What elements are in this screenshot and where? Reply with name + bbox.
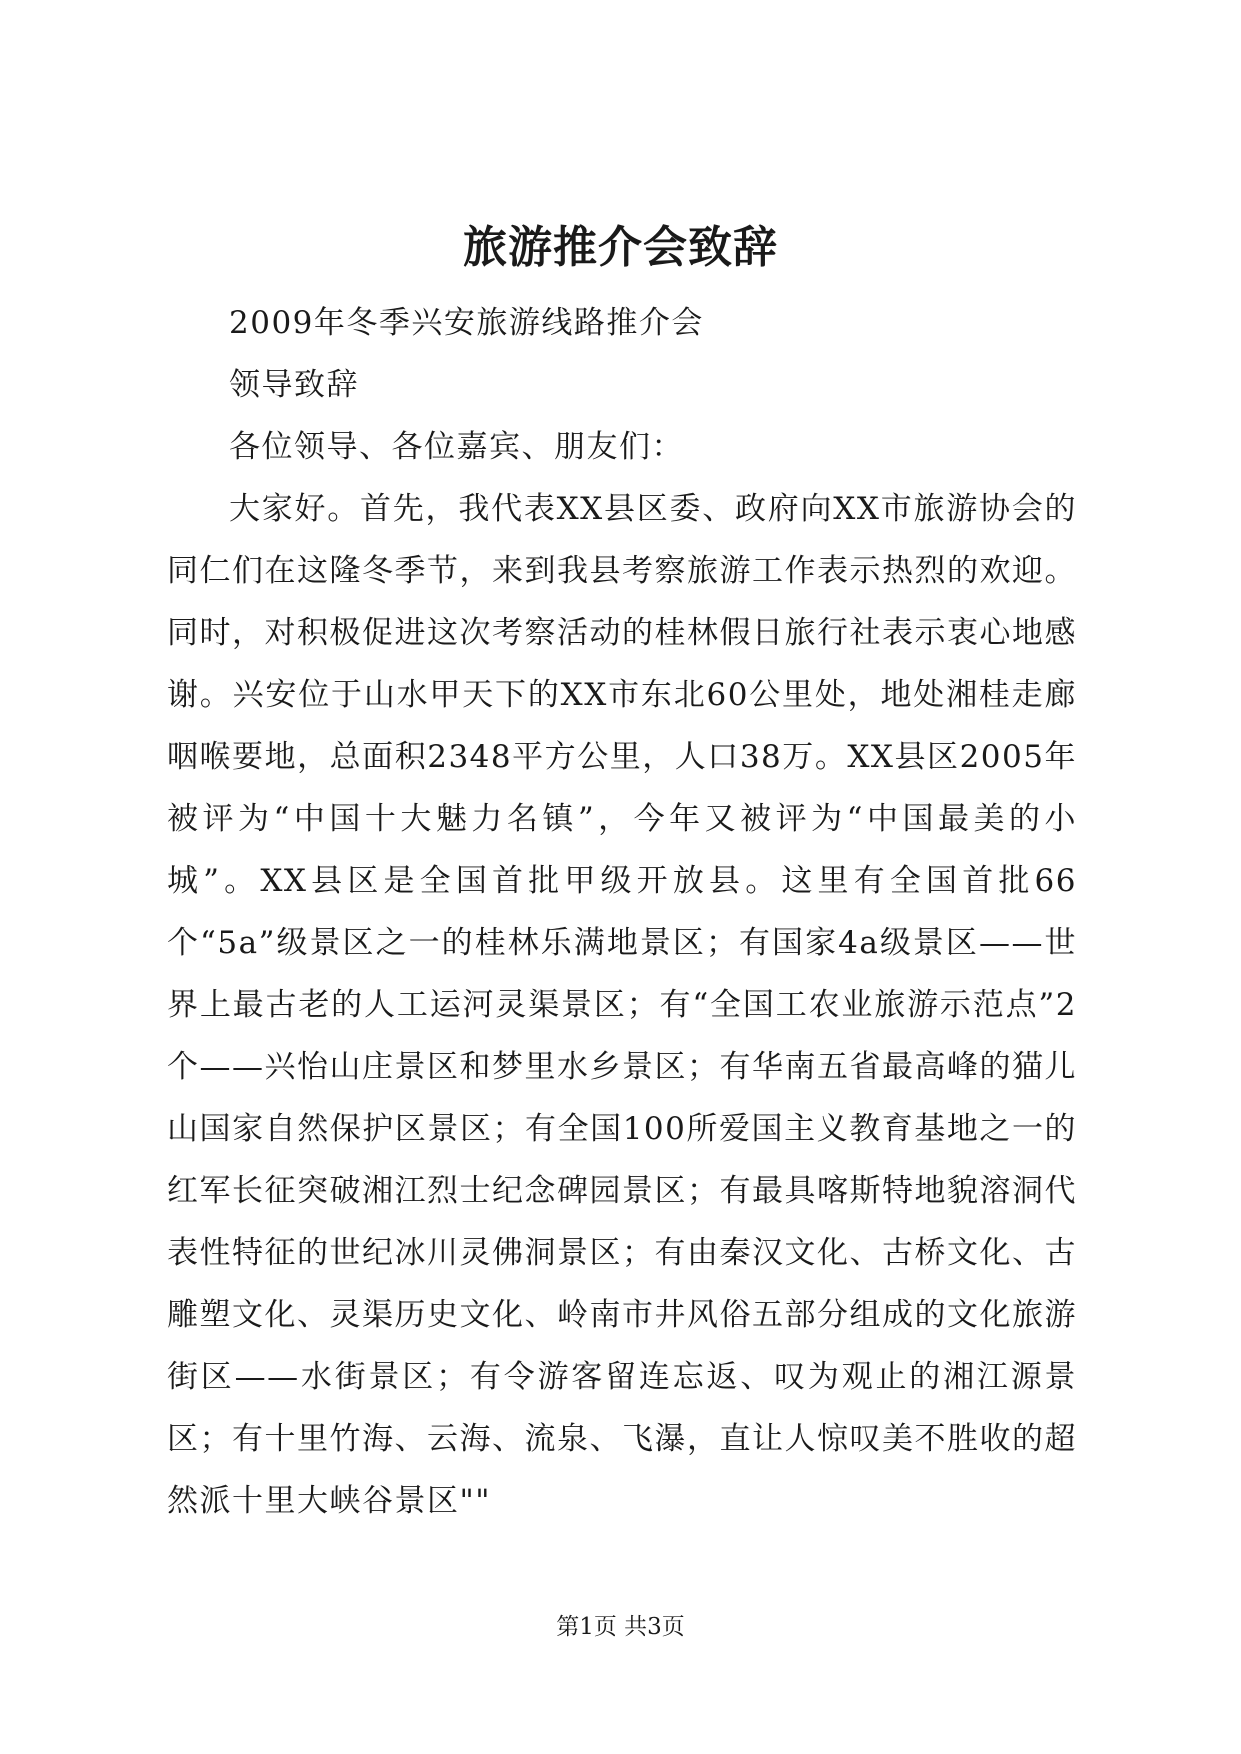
page-footer: 第1页 共3页 [556, 1614, 685, 1640]
document-body [167, 292, 1077, 1532]
body-paragraph: 大家好。首先，我代表XX县区委、政府向XX市旅游协会的同仁们在这隆冬季节，来到我县考察旅游工作表示热烈的欢迎。同时，对积极促进这次考察活动的桂林假日旅行社表示衷心地感谢。兴安位于山水甲天下的XX市东北60公里处，地处湘桂走廊咽喉要地，总面积2348平方公里，人口38万。XX县区2005年被评为“中国十大魅力名镇”，今年又被评为“中国最美的小城”。XX县区是全国首批甲级开放县。这里有全国首批66个“5a”级景区之一的桂林乐满地景区；有国家4a级景区——世界上最古老的人工运河灵渠景区；有“全国工农业旅游示范点”2个——兴怡山庄景区和梦里水乡景区；有华南五省最高峰的猫儿山国家自然保护区景区；有全国100所爱国主义教育基地之一的红军长征突破湘江烈士纪念碑园景区；有最具喀斯特地貌溶洞代表性特征的世纪冰川灵佛洞景区；有由秦汉文化、古桥文化、古雕塑文化、灵渠历史文化、岭南市井风俗五部分组成的文化旅游街区——水街景区；有令游客留连忘返、叹为观止的湘江源景区；有十里竹海、云海、流泉、飞瀑，直让人惊叹美不胜收的超然派十里大峡谷景区"" [167, 491, 1077, 1519]
salutation: 各位领导、各位嘉宾、朋友们： [229, 429, 684, 465]
event-line: 2009年冬季兴安旅游线路推介会 [229, 305, 704, 341]
document-title: 旅游推介会致辞 [463, 222, 778, 273]
speech-label: 领导致辞 [229, 367, 359, 403]
